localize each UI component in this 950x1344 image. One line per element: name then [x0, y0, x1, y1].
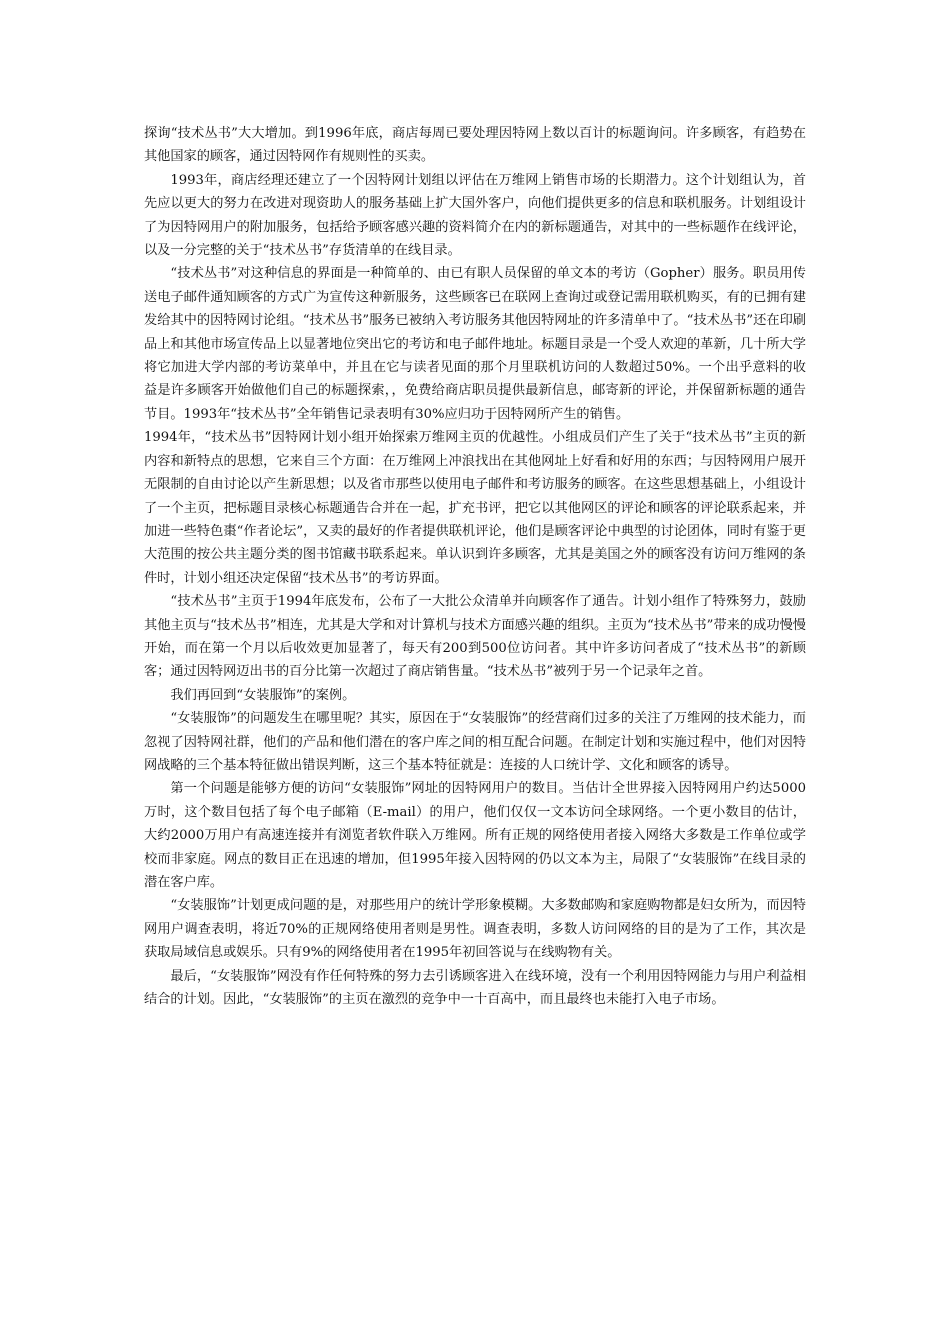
paragraph: 我们再回到“女装服饰”的案例。	[170, 687, 356, 703]
paragraph: “女装服饰”计划更成问题的是，对那些用户的统计学形象模糊。大多数邮购和家庭购物都是妇女所为，而因特网用户调查表明，将近70%的正规网络使用者则是男性。调查表明，多数人访问网络的目的是为了工作，其次是获取局域信息或娱乐。只有9%的网络使用者在1995年初回答说与在线购物有关。	[144, 898, 806, 961]
document-page	[144, 122, 806, 1011]
paragraph: 1994年，“技术丛书”因特网计划小组开始探索万维网主页的优越性。小组成员们产生了关于“技术丛书”主页的新内容和新特点的思想，它来自三个方面：在万维网上冲浪找出在其他网址上好看和好用的东西；与因特网用户展开无限制的自由讨论以产生新思想；以及省市那些以使用电子邮件和考访服务的顾客。在这些思想基础上，小组设计了一个主页，把标题目录核心标题通告合并在一起，扩充书评，把它以其他网区的评论和顾客的评论联系起来，并加进一些特色棗“作者论坛”，又卖的最好的作者提供联机评论，他们是顾客评论中典型的讨论团体，同时有鉴于更大范围的按公共主题分类的图书馆藏书联系起来。单认识到许多顾客，尤其是美国之外的顾客没有访问万维网的条件时，计划小组还决定保留“技术丛书”的考访界面。	[144, 430, 806, 586]
paragraph: 最后，“女装服饰”网没有作任何特殊的努力去引诱顾客进入在线环境，没有一个利用因特网能力与用户利益相结合的计划。因此，“女装服饰”的主页在激烈的竞争中一十百高中，而且最终也未能打入电子市场。	[144, 968, 806, 1008]
paragraph: “女装服饰”的问题发生在哪里呢？其实，原因在于“女装服饰”的经营商们过多的关注了万维网的技术能力，而忽视了因特网社群，他们的产品和他们潜在的客户库之间的相互配合问题。在制定计划和实施过程中，他们对因特网战略的三个基本特征做出错误判断，这三个基本特征就是：连接的人口统计学、文化和顾客的诱导。	[144, 711, 806, 773]
paragraph: “技术丛书”主页于1994年底发布，公布了一大批公众清单并向顾客作了通告。计划小组作了特殊努力，鼓励其他主页与“技术丛书”相连，尤其是大学和对计算机与技术方面感兴趣的组织。主页为“技术丛书”带来的成功慢慢开始，而在第一个月以后收效更加显著了，每天有200到500位访问者。其中许多访问者成了“技术丛书”的新顾客；通过因特网迈出书的百分比第一次超过了商店销售量。“技术丛书”被列于另一个记录年之首。	[144, 594, 806, 680]
paragraph: 第一个问题是能够方便的访问“女装服饰”网址的因特网用户的数目。当估计全世界接入因特网用户约达5000万时，这个数目包括了每个电子邮箱（E-mail）的用户，他们仅仅一文本访问全球网络。一个更小数目的估计，大约2000万用户有高速连接并有浏览者软件联入万维网。所有正规的网络使用者接入网络大多数是工作单位或学校而非家庭。网点的数目正在迅速的增加，但1995年接入因特网的仍以文本为主，局限了“女装服饰”在线目录的潜在客户库。	[144, 781, 806, 890]
paragraph: 探询“技术丛书”大大增加。到1996年底，商店每周已要处理因特网上数以百计的标题询问。许多顾客，有趋势在其他国家的顾客，通过因特网作有规则性的买卖。	[144, 126, 806, 165]
paragraph: 1993年，商店经理还建立了一个因特网计划组以评估在万维网上销售市场的长期潜力。这个计划组认为，首先应以更大的努力在改进对现资助人的服务基础上扩大国外客户，向他们提供更多的信息和联机服务。计划组设计了为因特网用户的附加服务，包括给予顾客感兴趣的资料简介在内的新标题通告，对其中的一些标题作在线评论，以及一分完整的关于“技术丛书”存货清单的在线目录。	[144, 172, 806, 259]
paragraph: “技术丛书”对这种信息的界面是一种简单的、由已有职人员保留的单文本的考访（Gopher）服务。职员用传送电子邮件通知顾客的方式广为宣传这种新服务，这些顾客已在联网上查询过或登记需用联机购买，有的已拥有建发给其中的因特网讨论组。“技术丛书”服务已被纳入考访服务其他因特网址的许多清单中了。“技术丛书”还在印刷品上和其他市场宣传品上以显著地位突出它的考访和电子邮件地址。标题目录是一个受人欢迎的革新，几十所大学将它加进大学内部的考访菜单中，并且在它与读者见面的那个月里联机访问的人数超过50%。一个出乎意料的收益是许多顾客开始做他们自己的标题探索，，免费给商店职员提供最新信息，邮寄新的评论，并保留新标题的通告节目。1993年“技术丛书”全年销售记录表明有30%应归功于因特网所产生的销售。	[144, 266, 806, 422]
